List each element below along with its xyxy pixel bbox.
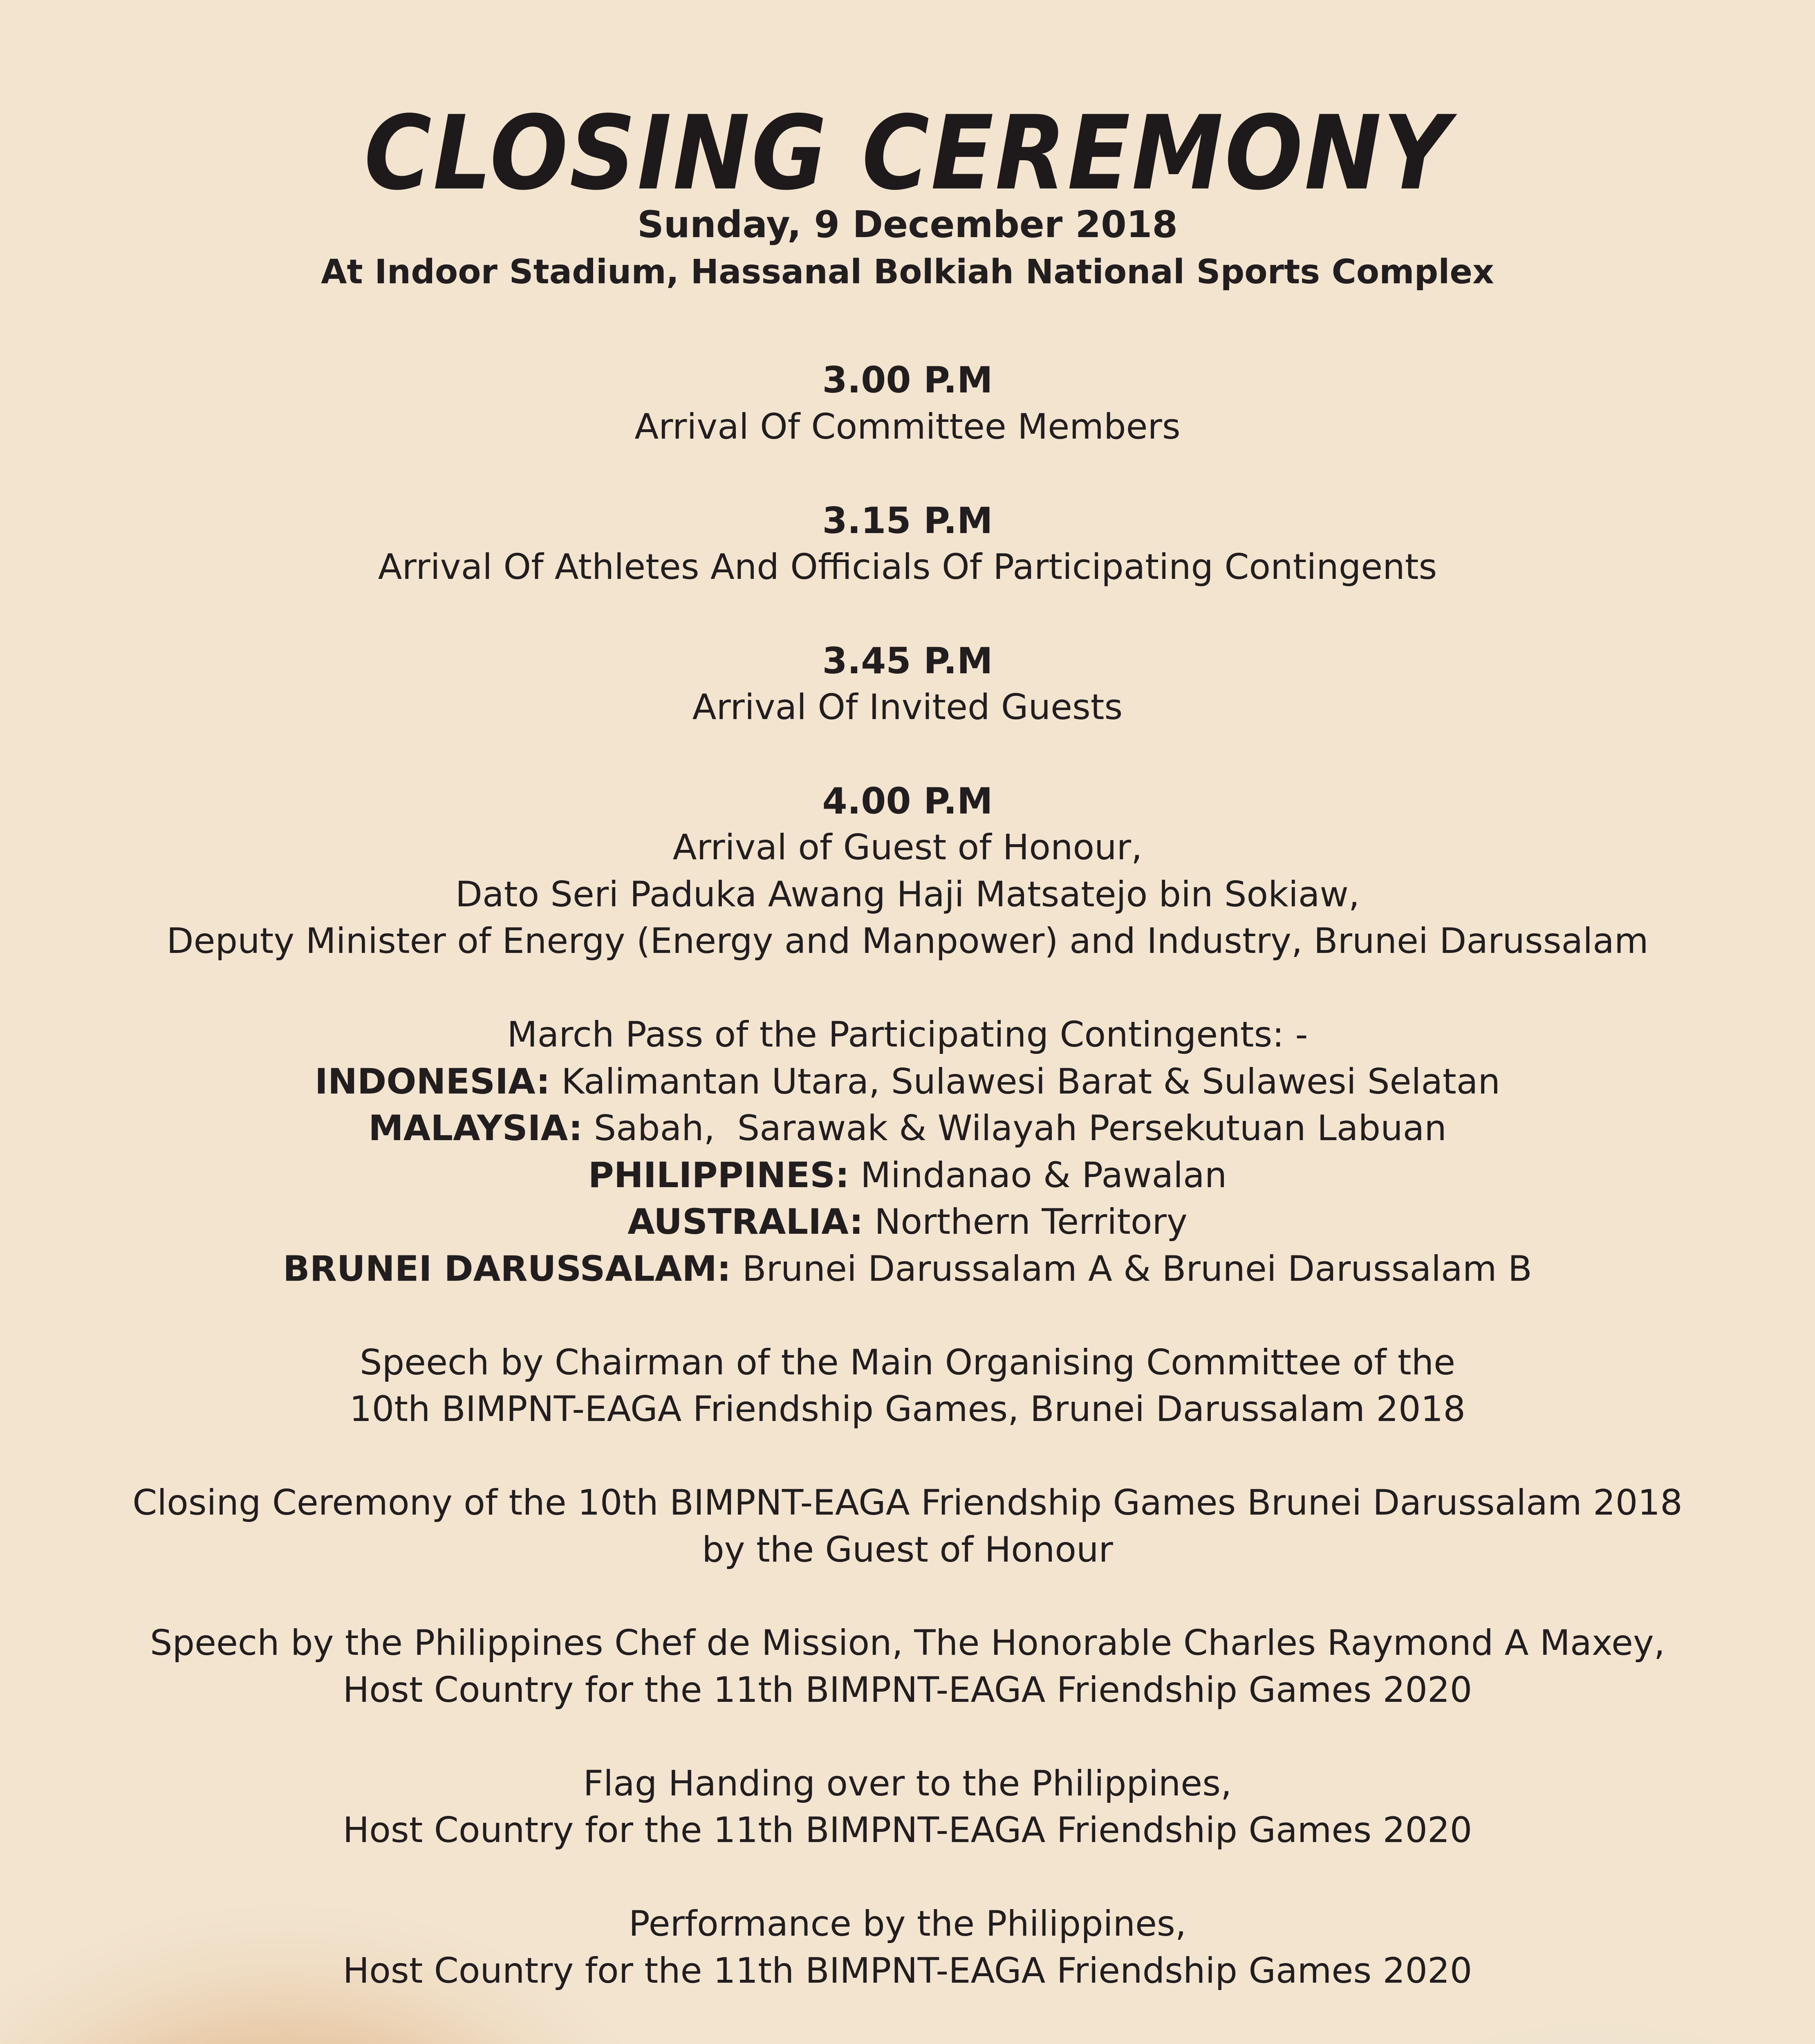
end-of-ceremony — [0, 2041, 1815, 2044]
contingent-regions: Sabah, Sarawak & Wilayah Persekutuan Labuan — [594, 1108, 1447, 1149]
schedule-item: Arrival of Guest of Honour, — [672, 827, 1143, 868]
contingent-country: MALAYSIA: — [368, 1108, 583, 1149]
schedule-time: 3.15 P.M — [822, 500, 993, 542]
event-date: Sunday, 9 December 2018 — [637, 203, 1178, 246]
contingent-regions: Brunei Darussalam A & Brunei Darussalam B — [742, 1248, 1532, 1289]
contingent-regions: Kalimantan Utara, Sulawesi Barat & Sulawesi Selatan — [561, 1061, 1500, 1102]
program-item: 10th BIMPNT-EAGA Friendship Games, Brunei Darussalam 2018 — [349, 1389, 1466, 1430]
contingent-regions: Mindanao & Pawalan — [860, 1155, 1227, 1196]
program-item: by the Guest of Honour — [702, 1529, 1113, 1570]
contingent-country: AUSTRALIA: — [627, 1201, 863, 1242]
program-item: Host Country for the 11th BIMPNT-EAGA Friendship Games 2020 — [343, 1950, 1472, 1991]
contingent-country: INDONESIA: — [315, 1061, 550, 1102]
program-item: Host Country for the 11th BIMPNT-EAGA Friendship Games 2020 — [343, 1670, 1472, 1710]
program-item: Performance by the Philippines, — [628, 1903, 1187, 1944]
contingent-row — [0, 1152, 1815, 1199]
program-item: Speech by the Philippines Chef de Mission, The Honorable Charles Raymond A Maxey, — [150, 1623, 1665, 1663]
contingent-row — [0, 1199, 1815, 1246]
contingent-regions: Northern Territory — [874, 1201, 1188, 1242]
contingent-row — [0, 1105, 1815, 1152]
program-item: Closing Ceremony of the 10th BIMPNT-EAGA Friendship Games Brunei Darussalam 2018 — [132, 1482, 1683, 1523]
schedule-time: 4.00 P.M — [822, 780, 993, 822]
program-item: Flag Handing over to the Philippines, — [583, 1763, 1232, 1804]
schedule-time: 3.45 P.M — [822, 640, 993, 682]
schedule-item: Arrival Of Committee Members — [634, 406, 1181, 447]
schedule-item: Arrival Of Invited Guests — [692, 687, 1123, 728]
schedule-time: 3.00 P.M — [822, 359, 993, 401]
schedule-item: Arrival Of Athletes And Officials Of Participating Contingents — [378, 547, 1437, 587]
contingent-row — [0, 1246, 1815, 1293]
contingent-country: BRUNEI DARUSSALAM: — [283, 1248, 731, 1289]
schedule-item: Dato Seri Paduka Awang Haji Matsatejo bin Sokiaw, — [455, 874, 1360, 915]
contingent-country: PHILIPPINES: — [588, 1155, 849, 1196]
schedule-item: Deputy Minister of Energy (Energy and Manpower) and Industry, Brunei Darussalam — [166, 921, 1649, 961]
contingent-row — [0, 1058, 1815, 1105]
event-venue: At Indoor Stadium, Hassanal Bolkiah National Sports Complex — [321, 253, 1494, 291]
program-item: Host Country for the 11th BIMPNT-EAGA Friendship Games 2020 — [343, 1810, 1472, 1851]
march-pass-heading: March Pass of the Participating Contingents: - — [507, 1014, 1308, 1055]
page-title: CLOSING CEREMONY — [364, 94, 1451, 213]
program-item: Speech by Chairman of the Main Organising Committee of the — [359, 1342, 1456, 1383]
